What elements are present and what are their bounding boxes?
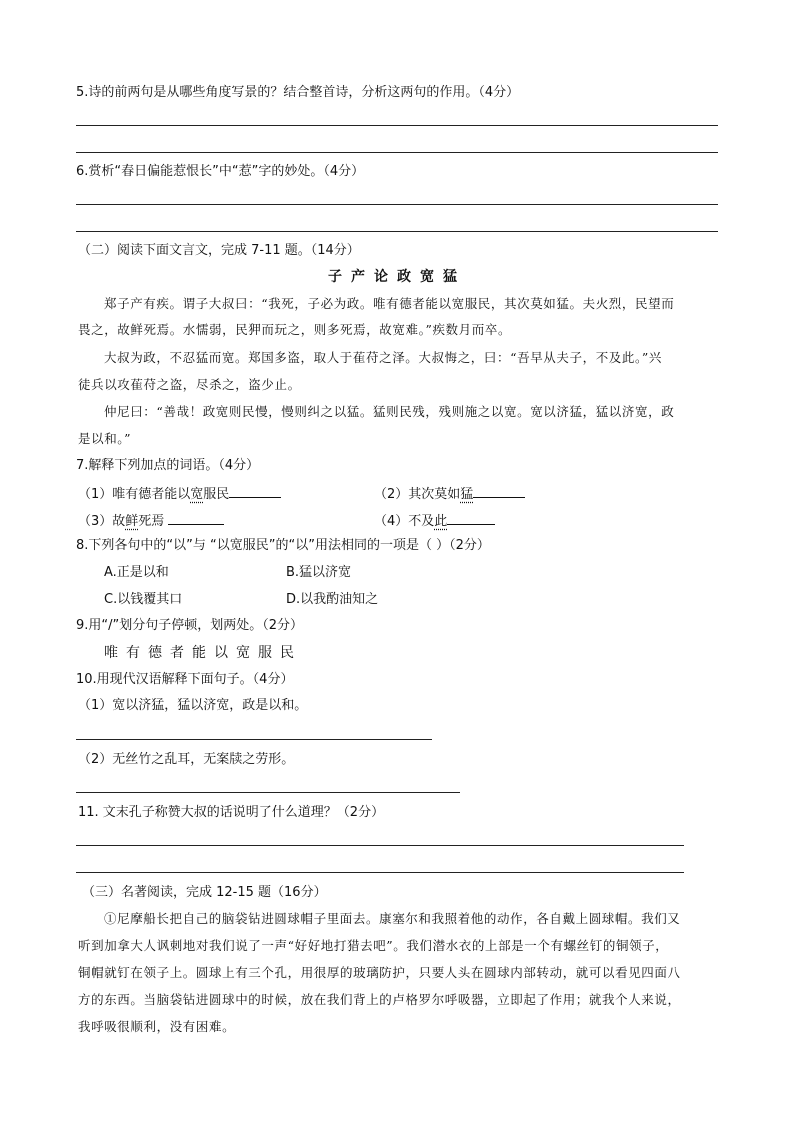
q7-item-1: （1）唯有德者能以宽服民 — [78, 485, 281, 503]
answer-line[interactable] — [76, 204, 718, 205]
q7-item-4: （4）不及此 — [374, 512, 495, 530]
q9-sentence[interactable]: 唯有德者能以宽服民 — [104, 645, 302, 661]
answer-blank[interactable] — [447, 512, 495, 525]
option-a[interactable]: A.正是以和 — [104, 565, 169, 580]
passage-title: 子产论政宽猛 — [328, 269, 466, 285]
passage-line: 是以和。” — [78, 431, 132, 446]
question-11: 11. 文末孔子称赞大叔的话说明了什么道理？（2分） — [78, 805, 385, 820]
passage-line: 铜帽就钉在领子上。圆球上有三个孔，用很厚的玻璃防护，只要人头在圆球内部转动，就可以看见四面八 — [78, 965, 681, 980]
answer-blank[interactable] — [473, 485, 525, 498]
passage-line: ①尼摩船长把自己的脑袋钻进圆球帽子里面去。康塞尔和我照着他的动作，各自戴上圆球帽。我们又 — [104, 911, 681, 926]
answer-line[interactable] — [76, 152, 718, 153]
question-9: 9.用“/”划分句子停顿，划两处。（2分） — [76, 618, 304, 633]
question-10: 10.用现代汉语解释下面句子。（4分） — [76, 672, 294, 687]
option-d[interactable]: D.以我酌油知之 — [286, 592, 379, 607]
passage-line: 方的东西。当脑袋钻进圆球中的时候，放在我们背上的卢格罗尔呼吸器，立即起了作用；就我个人来说， — [78, 992, 681, 1007]
passage-line: 徒兵以攻萑苻之盗，尽杀之，盗少止。 — [78, 377, 301, 392]
question-6: 6.赏析“春日偏能惹恨长”中“惹”字的妙处。（4分） — [76, 164, 365, 179]
answer-blank[interactable] — [168, 512, 224, 525]
q10-item-1: （1）宽以济猛，猛以济宽，政是以和。 — [78, 698, 308, 713]
answer-line[interactable] — [76, 872, 684, 873]
q10-item-2: （2）无丝竹之乱耳，无案牍之劳形。 — [78, 752, 295, 767]
question-7: 7.解释下列加点的词语。（4分） — [76, 458, 260, 473]
section-3-heading: （三）名著阅读，完成 12-15 题（16分） — [82, 885, 327, 900]
passage-line: 郑子产有疾。谓子大叔曰：“我死，子必为政。唯有德者能以宽服民，其次莫如猛。夫火烈，民望而 — [104, 296, 675, 311]
answer-line[interactable] — [76, 845, 684, 846]
passage-line: 大叔为政，不忍猛而宽。郑国多盗，取人于萑苻之泽。大叔悔之，曰：“吾早从夫子，不及此。”兴 — [104, 350, 662, 365]
answer-line[interactable] — [76, 231, 718, 232]
question-8: 8.下列各句中的“以”与 “以宽服民”的“以”用法相同的一项是（ ）（2分） — [76, 538, 490, 553]
passage-line: 畏之，故鲜死焉。水懦弱，民狎而玩之，则多死焉，故宽难。”疾数月而卒。 — [78, 322, 512, 337]
answer-line[interactable] — [76, 125, 718, 126]
q7-item-3: （3）故鲜死焉 — [78, 512, 224, 530]
answer-line[interactable] — [76, 792, 460, 793]
section-2-heading: （二）阅读下面文言文，完成 7-11 题。（14分） — [78, 243, 360, 258]
option-c[interactable]: C.以钱覆其口 — [104, 592, 183, 607]
answer-blank[interactable] — [229, 485, 281, 498]
answer-line[interactable] — [76, 739, 432, 740]
passage-line: 听到加拿大人讽刺地对我们说了一声“好好地打猎去吧”。我们潜水衣的上部是一个有螺丝钉的铜领子， — [78, 938, 669, 953]
q7-item-2: （2）其次莫如猛 — [374, 485, 525, 503]
passage-line: 我呼吸很顺利，没有困难。 — [78, 1019, 236, 1034]
option-b[interactable]: B.猛以济宽 — [286, 565, 352, 580]
question-5: 5.诗的前两句是从哪些角度写景的？结合整首诗，分析这两句的作用。（4分） — [76, 85, 520, 100]
passage-line: 仲尼曰：“善哉！政宽则民慢，慢则纠之以猛。猛则民残，残则施之以宽。宽以济猛，猛以济宽，政 — [104, 404, 675, 419]
